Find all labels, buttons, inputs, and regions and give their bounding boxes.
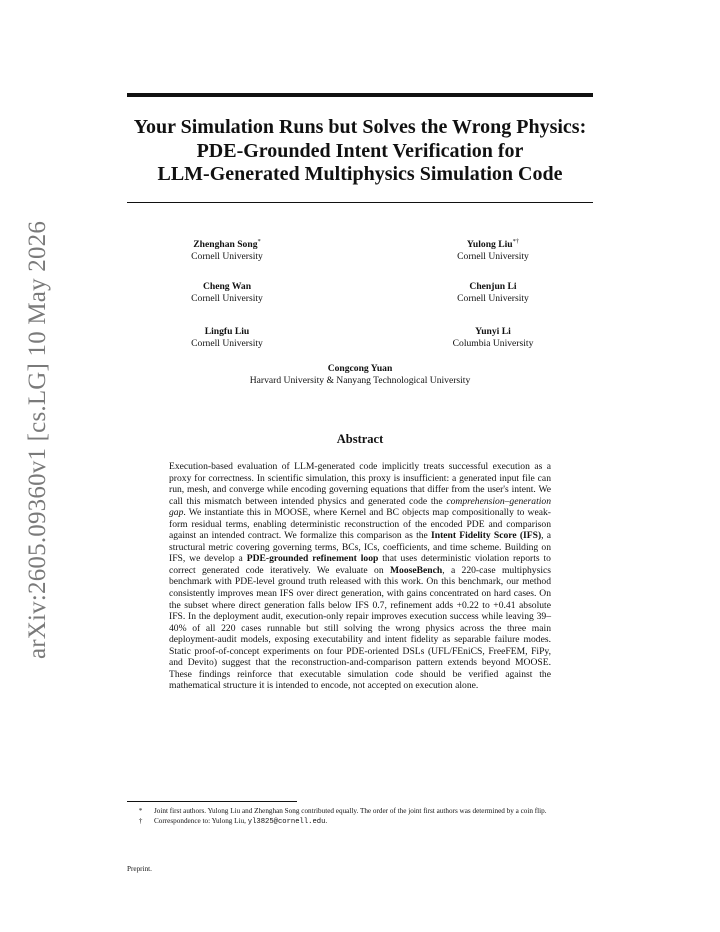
footnote	[127, 806, 593, 816]
footnote-text: Joint first authors. Yulong Liu and Zhenghan Song contributed equally. The order of the joint first authors was determined by a coin flip.	[154, 807, 547, 815]
author-name: Yunyi Li	[475, 326, 511, 337]
author-name: Congcong Yuan	[327, 363, 393, 374]
author-affiliation: Cornell University	[457, 250, 529, 262]
author-entry	[127, 236, 327, 281]
title-line-1: Your Simulation Runs but Solves the Wrong Physics:	[133, 116, 587, 138]
preprint-label: Preprint.	[127, 865, 152, 873]
abstract-bold-term: MooseBench	[389, 564, 443, 576]
title-bottom-rule	[127, 202, 593, 203]
abstract-heading: Abstract	[336, 432, 384, 446]
abstract-body: Execution-based evaluation of LLM-generated code implicitly treats successful execution as a proxy for correctness. In scientific simulation, this proxy is insufficient: a generated input file can run, mesh, and converge while encoding governing equations that differ from the user's intent. We call this mismatch between intended physics and generated code the comprehension–generation gap. We instantiate this in MOOSE, where Kernel and BC objects map compositionally to weak-form residual terms, enabling deterministic reconstruction of the encoded PDE and comparison against an intended contract. We formalize this comparison as the Intent Fidelity Score (IFS), a structural metric covering governing terms, BCs, ICs, coefficients, and time scheme. Building on IFS, we develop a PDE-grounded refinement loop that uses deterministic violation reports to correct generated code iteratively. We evaluate on MooseBench, a 220-case multiphysics benchmark with PDE-level ground truth released with this work. On this benchmark, our method consistently improves mean IFS over direct generation, with gains concentrated on hard cases. On the subset where direct generation falls below IFS 0.7, refinement adds +0.22 to +0.41 absolute IFS. In the deployment audit, execution-only repair improves execution success while leaving 39–40% of all 220 cases runnable but still solving the wrong physics across the three main deployment-audit models, exposing executability and intent fidelity as separable failure modes. Static proof-of-concept experiments on four PDE-oriented DSLs (UFL/FEniCS, FreeFEM, FiPy, and Devito) suggest that the reconstruction-and-comparison pattern extends beyond MOOSE. These findings reinforce that executable simulation code should be verified against the mathematical structure it is intended to encode, not accepted on execution alone.	[169, 461, 551, 692]
author-affiliation: Cornell University	[457, 292, 529, 304]
correspondence-email: yl3825@cornell.edu	[247, 818, 326, 826]
footnote: † Correspondence to: Yulong Liu, yl3825@cornell.edu.	[127, 816, 593, 827]
author-entry	[393, 236, 593, 281]
arxiv-identifier-text: arXiv:2605.09360v1 [cs.LG] 10 May 2026	[24, 220, 51, 660]
paper-title	[127, 116, 593, 187]
footnote-mark: †	[138, 817, 143, 825]
footnote-rule	[127, 801, 297, 802]
author-entry	[393, 326, 593, 371]
author-row-2	[127, 281, 593, 326]
author-block	[127, 236, 593, 386]
abstract-emphasis: comprehension–generation gap	[169, 495, 551, 519]
footnote-mark: *	[138, 807, 143, 815]
author-affiliation: Harvard University & Nanyang Technological University	[249, 374, 471, 386]
author-name: Yulong Liu	[466, 239, 513, 251]
author-affiliation: Cornell University	[191, 337, 263, 349]
author-mark: *†	[512, 238, 520, 245]
author-affiliation: Cornell University	[191, 250, 263, 262]
author-affiliation: Columbia University	[452, 337, 534, 349]
author-entry	[127, 326, 327, 371]
title-line-3: LLM-Generated Multiphysics Simulation Code	[157, 163, 563, 185]
author-name: Chenjun Li	[469, 281, 517, 292]
author-name: Zhenghan Song	[193, 239, 258, 251]
author-name: Cheng Wan	[202, 281, 252, 292]
author-entry	[127, 281, 327, 326]
title-line-2: PDE-Grounded Intent Verification for	[196, 139, 524, 162]
abstract-bold-term: Intent Fidelity Score (IFS)	[431, 530, 542, 542]
footnote-text: Correspondence to: Yulong Liu,	[154, 817, 248, 825]
author-mark: *	[257, 238, 261, 245]
author-entry	[393, 281, 593, 326]
title-top-rule	[127, 93, 593, 97]
author-affiliation: Cornell University	[191, 292, 263, 304]
author-row-1	[127, 236, 593, 281]
abstract-bold-term: PDE-grounded refinement loop	[246, 553, 379, 565]
footnotes	[127, 806, 593, 827]
author-name: Lingfu Liu	[204, 326, 250, 337]
